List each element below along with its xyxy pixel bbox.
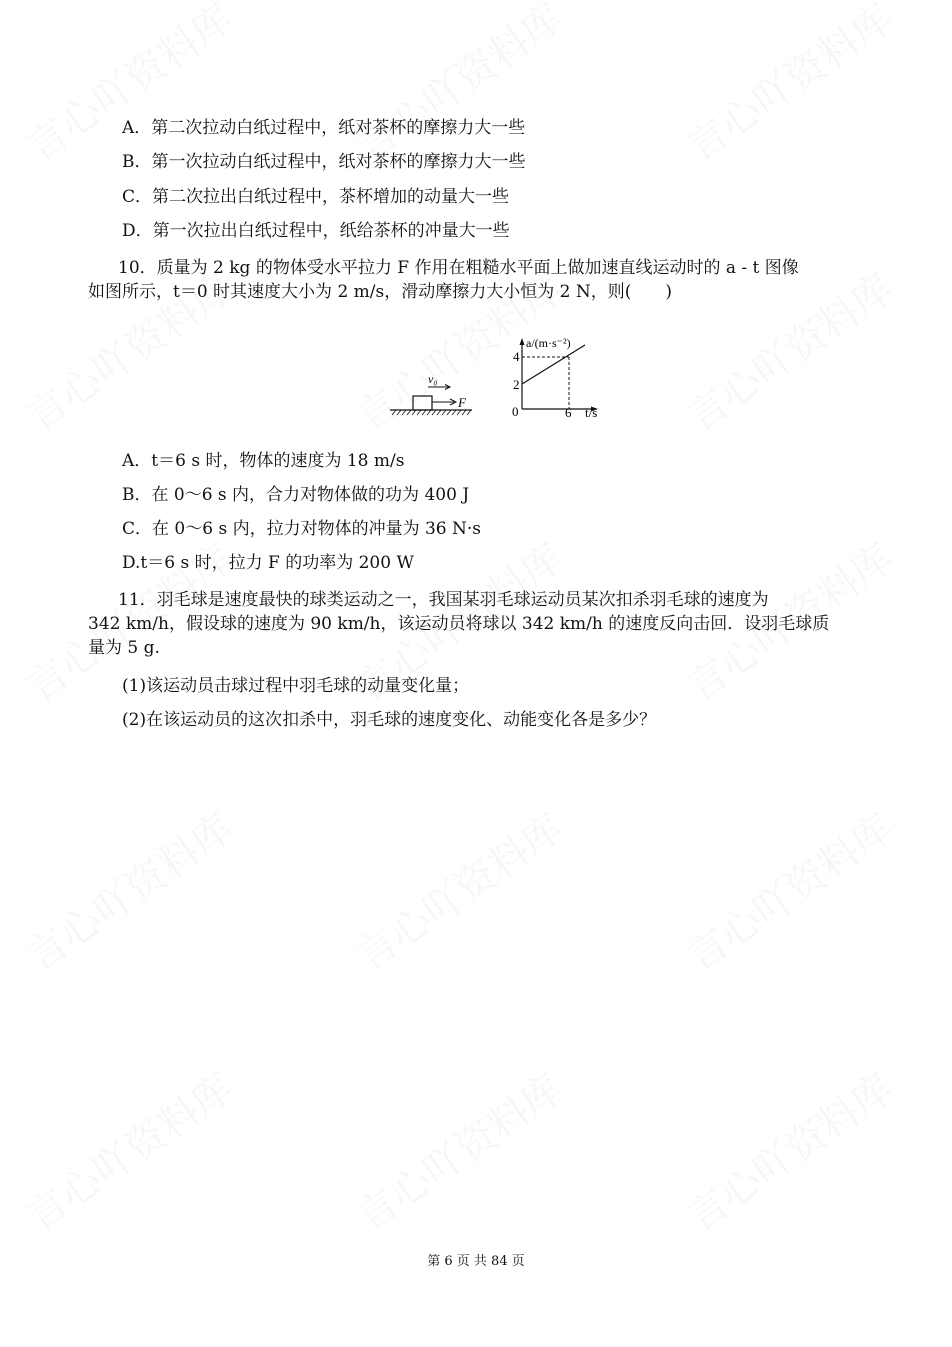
watermark-text (349, 805, 572, 980)
x-tick-6: 6 (565, 405, 572, 420)
watermark-text (679, 1065, 902, 1240)
x-axis-label: t/s (585, 405, 598, 420)
origin-label: 0 (512, 404, 519, 419)
a-t-line (522, 345, 585, 384)
q9-option-d: D．第一次拉出白纸过程中，纸给茶杯的冲量大一些 (122, 221, 510, 241)
block-diagram (390, 372, 472, 415)
q11-stem-line1: 11．羽毛球是速度最快的球类运动之一，我国某羽毛球运动员某次扣杀羽毛球的速度为 (118, 590, 769, 610)
v0-label: v₀ (428, 372, 438, 386)
q10-option-d: D.t＝6 s 时，拉力 F 的功率为 200 W (122, 553, 414, 573)
y-tick-2: 2 (513, 377, 520, 392)
watermark-text (19, 1065, 242, 1240)
q10-option-b: B．在 0～6 s 内，合力对物体做的功为 400 J (122, 485, 470, 505)
q11-sub1: (1)该运动员击球过程中羽毛球的动量变化量； (122, 676, 470, 696)
q10-figure (0, 0, 952, 440)
q9-option-a: A．第二次拉动白纸过程中，纸对茶杯的摩擦力大一些 (122, 118, 526, 138)
force-label: F (458, 395, 466, 410)
block (413, 396, 432, 410)
q9-option-b: B．第一次拉动白纸过程中，纸对茶杯的摩擦力大一些 (122, 152, 526, 172)
y-axis-label: a/(m·s⁻²) (526, 336, 571, 350)
watermark-text (349, 1065, 572, 1240)
watermark-text (19, 805, 242, 980)
q10-option-c: C．在 0～6 s 内，拉力对物体的冲量为 36 N·s (122, 519, 482, 539)
q11-sub2: (2)在该运动员的这次扣杀中，羽毛球的速度变化、动能变化各是多少？ (122, 710, 657, 730)
q11-stem-line2: 342 km/h，假设球的速度为 90 km/h，该运动员将球以 342 km/h 的速度反向击回．设羽毛球质 (88, 614, 830, 634)
y-tick-4: 4 (513, 349, 520, 364)
q9-option-c: C．第二次拉出白纸过程中，茶杯增加的动量大一些 (122, 187, 510, 207)
watermark-text (679, 805, 902, 980)
q11-stem-line3: 量为 5 g. (88, 638, 160, 658)
page-footer: 第 6 页 共 84 页 (427, 1254, 525, 1269)
q10-stem-line2: 如图所示，t＝0 时其速度大小为 2 m/s，滑动摩擦力大小恒为 2 N，则( ) (88, 282, 673, 302)
q10-stem-line1: 10．质量为 2 kg 的物体受水平拉力 F 作用在粗糙水平面上做加速直线运动时的 a - t 图像 (118, 258, 799, 278)
q10-option-a: A．t＝6 s 时，物体的速度为 18 m/s (122, 451, 405, 471)
a-t-graph (512, 336, 598, 420)
